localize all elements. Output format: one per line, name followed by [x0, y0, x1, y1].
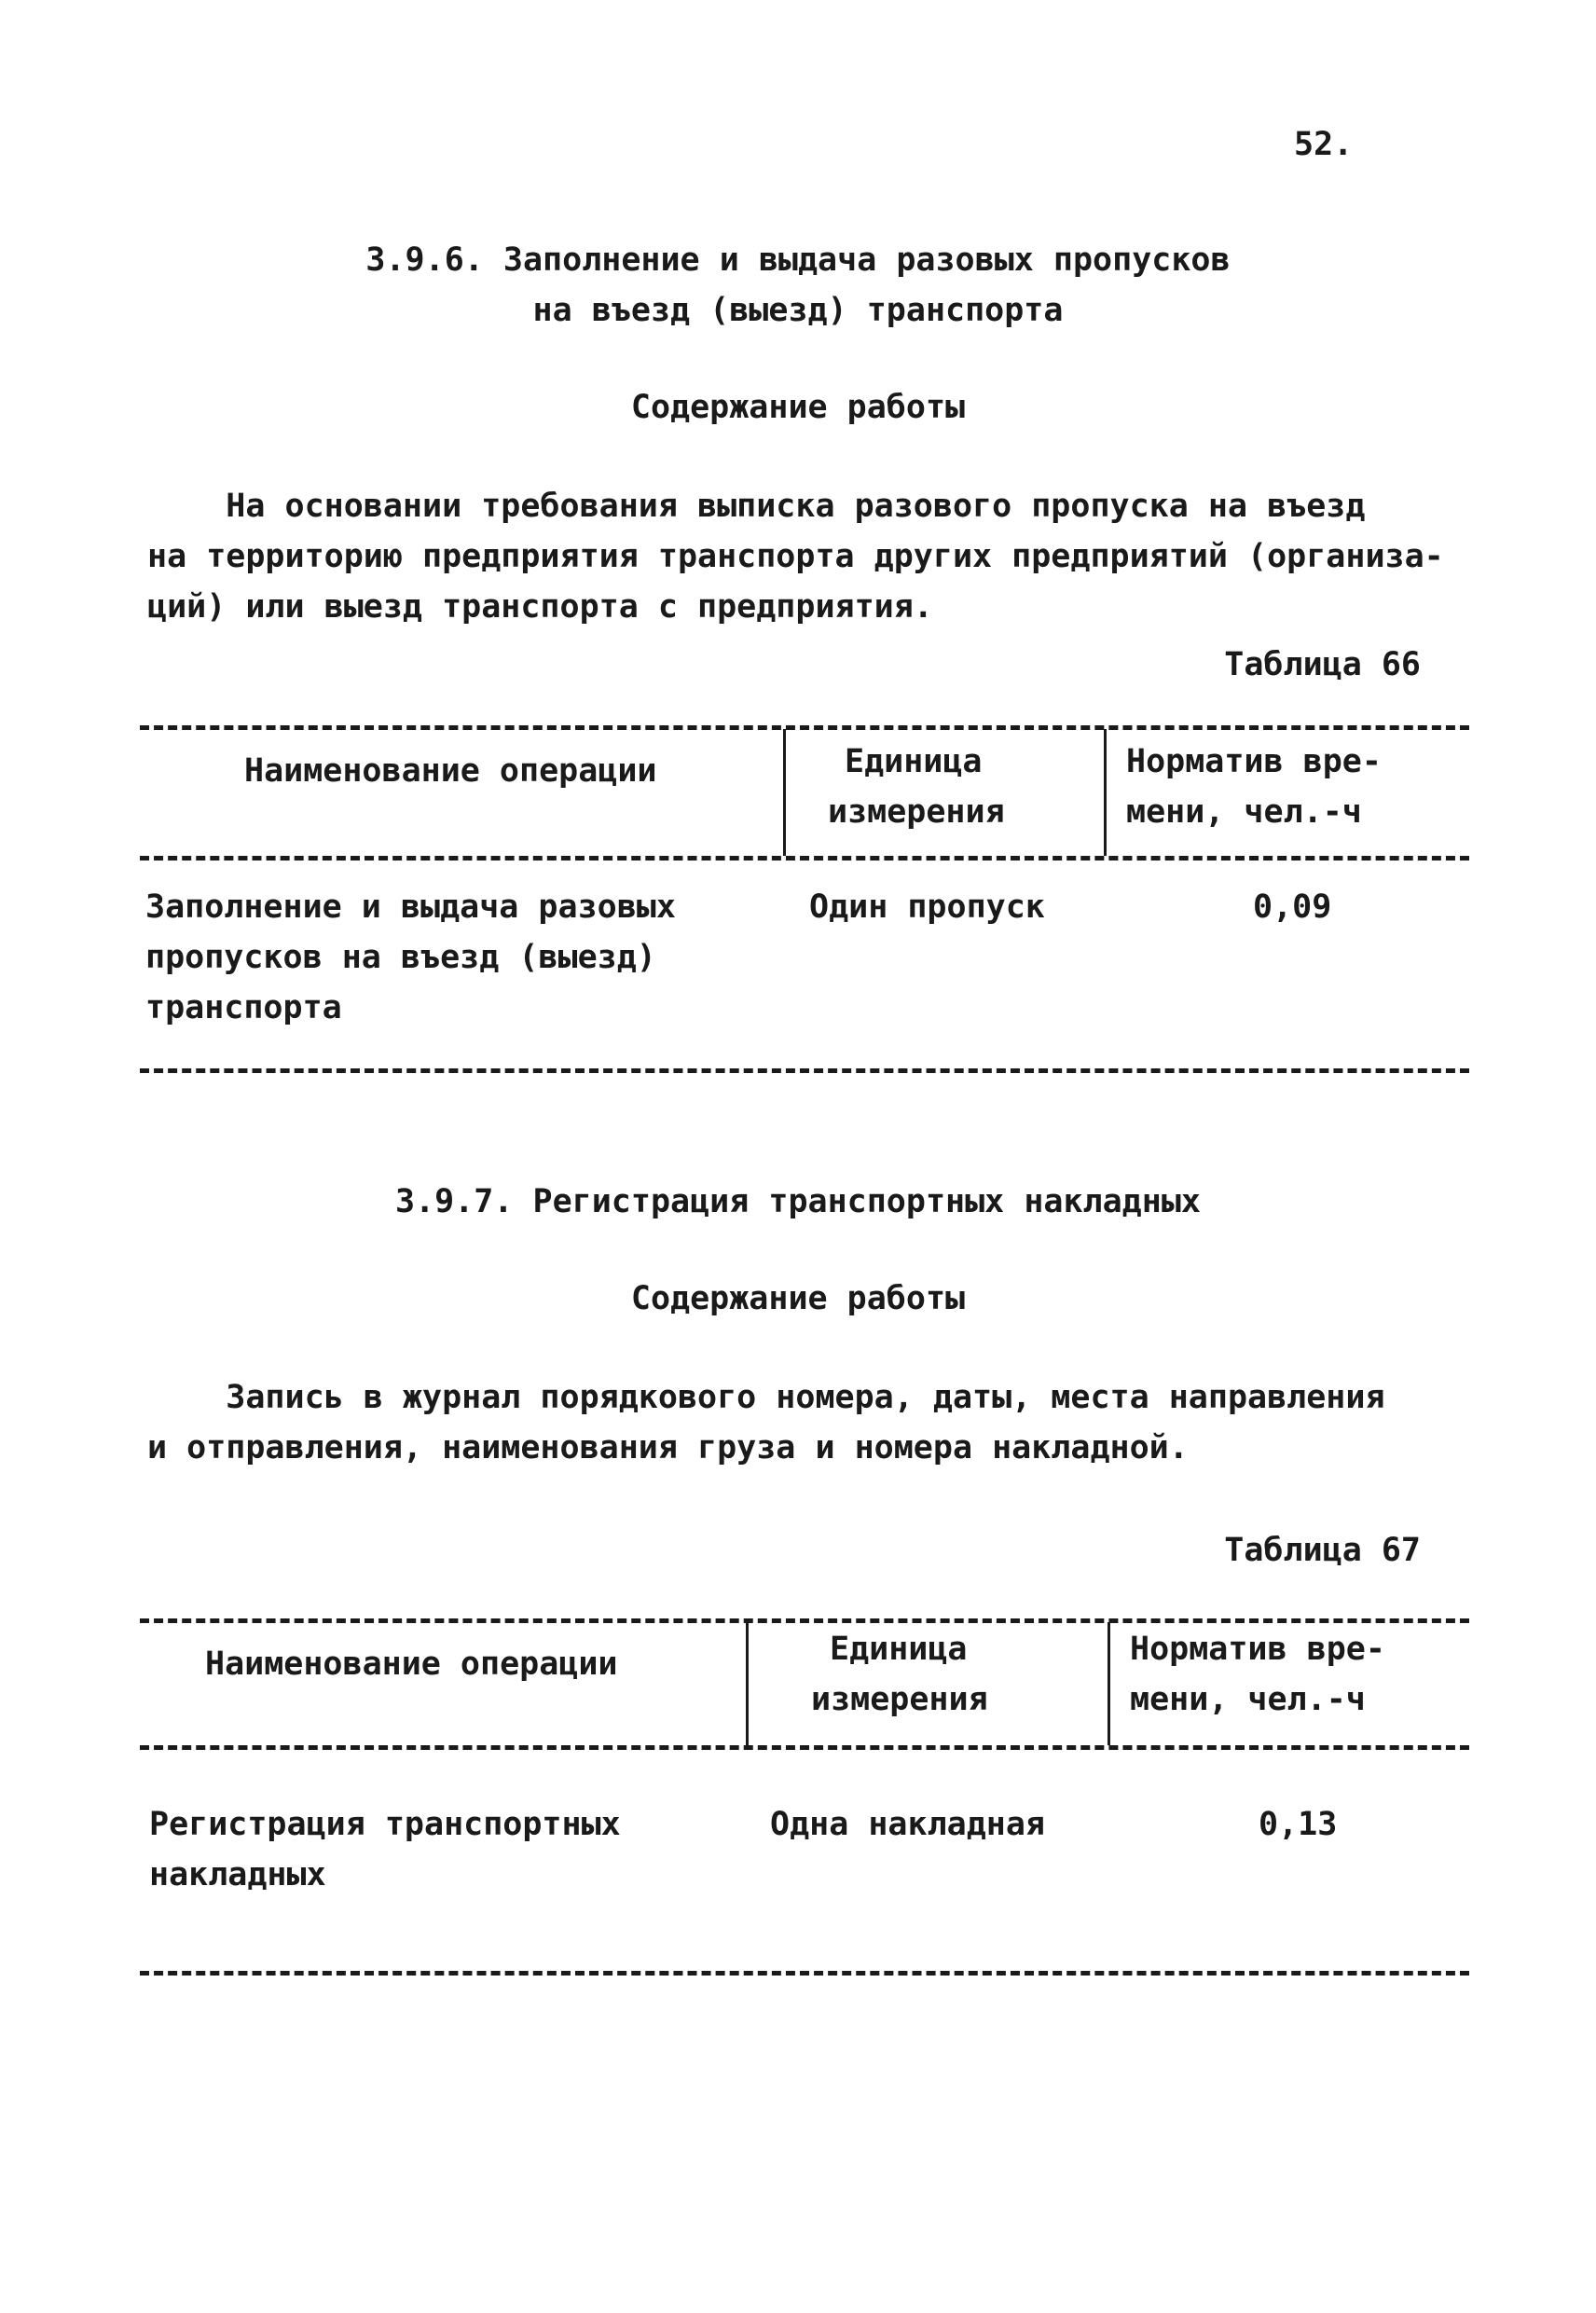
table-label: Таблица 67	[1224, 1532, 1421, 1569]
header-norm: Норматив вре-	[1130, 1631, 1385, 1668]
header-operation: Наименование операции	[205, 1645, 618, 1683]
table-header-border	[140, 856, 1469, 860]
header-unit-continued: измерения	[828, 793, 1005, 831]
paragraph-line: ций) или выезд транспорта с предприятия.	[147, 588, 933, 626]
content-title: Содержание работы	[630, 389, 966, 426]
paragraph-line: и отправления, наименования груза и номера накладной.	[147, 1429, 1189, 1466]
header-unit: Единица	[845, 743, 983, 780]
paragraph-line: Запись в журнал порядкового номера, даты, места направления	[147, 1379, 1385, 1416]
table-header-border	[140, 1745, 1469, 1750]
row-operation: Заполнение и выдача разовых	[145, 888, 676, 926]
paragraph-line: На основании требования выписка разового пропуска на въезд	[147, 488, 1366, 525]
table-label: Таблица 66	[1224, 646, 1421, 683]
header-norm-continued: мени, чел.-ч	[1126, 793, 1362, 831]
table-top-border	[140, 725, 1469, 730]
column-divider	[783, 729, 786, 856]
column-divider	[1104, 729, 1107, 856]
content-title: Содержание работы	[630, 1280, 966, 1317]
header-norm: Норматив вре-	[1126, 743, 1382, 780]
page-number: 52.	[1294, 126, 1354, 163]
row-norm: 0,13	[1259, 1806, 1338, 1843]
row-operation-continued: транспорта	[145, 989, 342, 1026]
section-heading: 3.9.6. Заполнение и выдача разовых пропусков	[365, 241, 1231, 279]
header-unit-continued: измерения	[811, 1681, 988, 1718]
row-unit: Один пропуск	[809, 888, 1045, 926]
paragraph-line: на территорию предприятия транспорта других предприятий (организа-	[147, 538, 1444, 575]
row-norm: 0,09	[1253, 888, 1332, 926]
table-bottom-border	[140, 1068, 1469, 1073]
header-norm-continued: мени, чел.-ч	[1130, 1681, 1366, 1718]
column-divider	[746, 1622, 749, 1745]
header-unit: Единица	[830, 1631, 968, 1668]
header-operation: Наименование операции	[244, 752, 657, 790]
row-unit: Одна накладная	[770, 1806, 1046, 1843]
column-divider	[1108, 1622, 1110, 1745]
row-operation: Регистрация транспортных	[149, 1806, 621, 1843]
section-heading: 3.9.7. Регистрация транспортных накладных	[395, 1183, 1201, 1220]
section-heading-continued: на въезд (выезд) транспорта	[532, 292, 1064, 329]
table-top-border	[140, 1618, 1469, 1623]
row-operation-continued: накладных	[149, 1856, 326, 1893]
row-operation-continued: пропусков на въезд (выезд)	[145, 939, 656, 976]
table-bottom-border	[140, 1971, 1469, 1976]
